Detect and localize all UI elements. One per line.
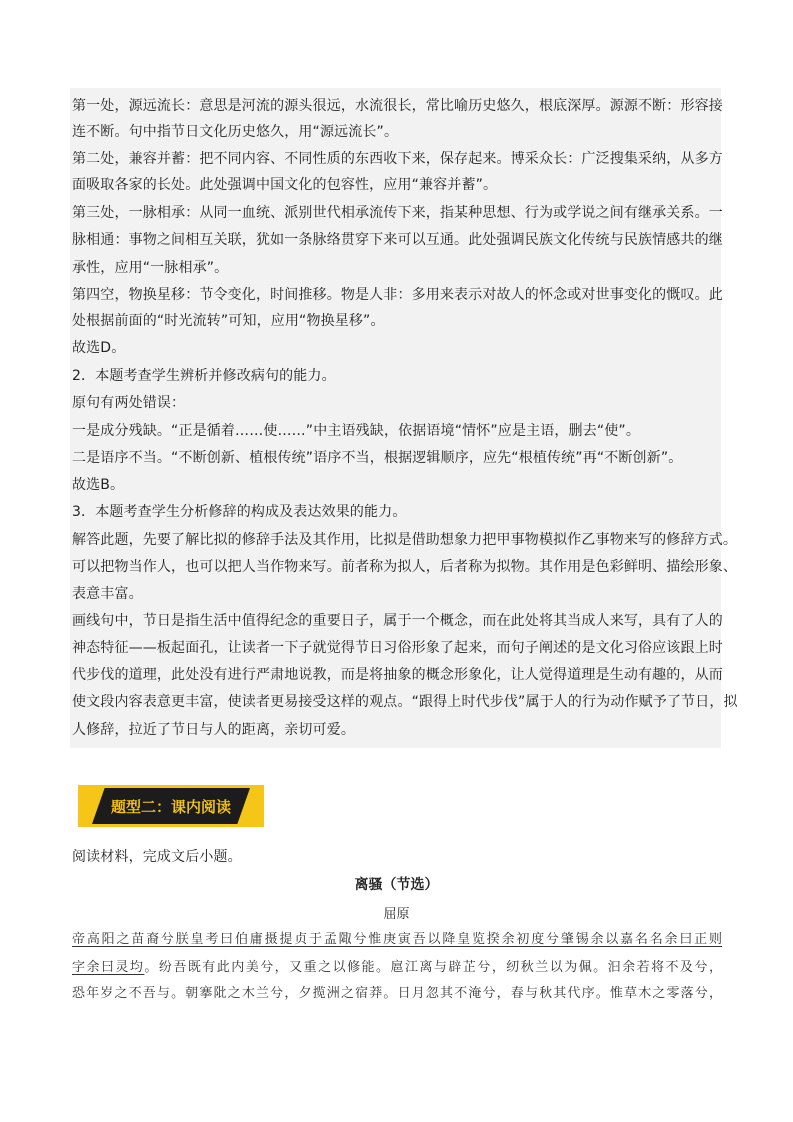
explanation-line: 一是成分残缺。“正是循着……使……”中主语残缺，依据语境“情怀”应是主语，删去“使”。	[72, 423, 640, 439]
explanation-line: 画线句中，节日是指生活中值得纪念的重要日子，属于一个概念，而在此处将其当成人来写，具有了人的	[72, 613, 723, 629]
section-heading-banner	[78, 785, 264, 827]
explanation-line: 人修辞，拉近了节日与人的距离，亲切可爱。	[72, 722, 355, 738]
explanation-line: 表意丰富。	[72, 586, 143, 602]
explanation-line: 第二处，兼容并蓄：把不同内容、不同性质的东西收下来，保存起来。博采众长：广泛搜集采纳，从多方	[72, 151, 723, 167]
explanation-line: 处根据前面的“时光流转”可知，应用“物换星移”。	[72, 313, 385, 329]
explanation-line: 面吸取各家的长处。此处强调中国文化的包容性，应用“兼容并蓄”。	[72, 177, 498, 193]
explanation-line: 故选B。	[72, 477, 125, 493]
poem-line-2	[72, 958, 722, 978]
poem-title: 离骚（节选）	[354, 877, 439, 893]
explanation-line: 代步伐的道理，此处没有进行严肃地说教，而是将抽象的概念形象化，让人觉得道理是生动有趣的，从而	[72, 667, 723, 683]
explanation-line: 原句有两处错误：	[72, 395, 186, 411]
poem-author: 屈原	[383, 907, 410, 922]
explanation-line: 连不断。句中指节日文化历史悠久，用“源远流长”。	[72, 124, 399, 140]
explanation-line: 二是语序不当。“不断创新、植根传统”语序不当，根据逻辑顺序，应先“根植传统”再“不断创新”。	[72, 450, 683, 466]
explanation-line: 可以把物当作人，也可以把人当作物来写。前者称为拟人，后者称为拟物。其作用是色彩鲜明、描绘形象、	[72, 559, 738, 575]
explanation-line: 第三处，一脉相承：从同一血统、派别世代相承流传下来，指某种思想、行为或学说之间有继承关系。一	[72, 205, 723, 221]
explanation-line: 使文段内容表意更丰富，使读者更易接受这样的观点。“跟得上时代步伐”属于人的行为动作赋予了节日，拟	[72, 694, 738, 710]
poem-line-1: 帝高阳之苗裔兮朕皇考曰伯庸摄提贞于孟陬兮惟庚寅吾以降皇览揆余初度兮肇锡余以嘉名名余曰正则	[72, 932, 722, 947]
explanation-line: 脉相通：事物之间相互关联，犹如一条脉络贯穿下来可以互通。此处强调民族文化传统与民族情感共的继	[72, 232, 723, 248]
explanation-line: 承性，应用“一脉相承”。	[72, 260, 229, 276]
explanation-line: 第一处，源远流长：意思是河流的源头很远，水流很长，常比喻历史悠久，根底深厚。源源不断：形容接	[72, 98, 723, 114]
explanation-line: 第四空，物换星移：节令变化，时间推移。物是人非：多用来表示对故人的怀念或对世事变化的慨叹。此	[72, 287, 723, 303]
explanation-line: 2．本题考查学生辨析并修改病句的能力。	[72, 368, 336, 384]
explanation-line: 3．本题考查学生分析修辞的构成及表达效果的能力。	[72, 504, 407, 520]
poem-underlined-part: 字余曰灵均	[72, 960, 145, 975]
explanation-line: 解答此题，先要了解比拟的修辞手法及其作用，比拟是借助想象力把甲事物模拟作乙事物来写的修辞方式。	[72, 532, 738, 548]
explanation-line: 神态特征——板起面孔，让读者一下子就觉得节日习俗形象了起来，而句子阐述的是文化习俗应该跟上时	[72, 640, 723, 656]
poem-line-3: 恐年岁之不吾与。朝搴阰之木兰兮，夕揽洲之宿莽。日月忽其不淹兮，春与秋其代序。惟草木之零落兮，	[72, 986, 722, 1001]
instruction-text: 阅读材料，完成文后小题。	[72, 849, 242, 865]
poem-line-2-rest: 。纷吾既有此内美兮，又重之以修能。扈江离与辟芷兮，纫秋兰以为佩。汩余若将不及兮，	[144, 960, 722, 975]
section-heading: 题型二：课内阅读	[110, 797, 231, 816]
explanation-line: 故选D。	[72, 340, 126, 356]
